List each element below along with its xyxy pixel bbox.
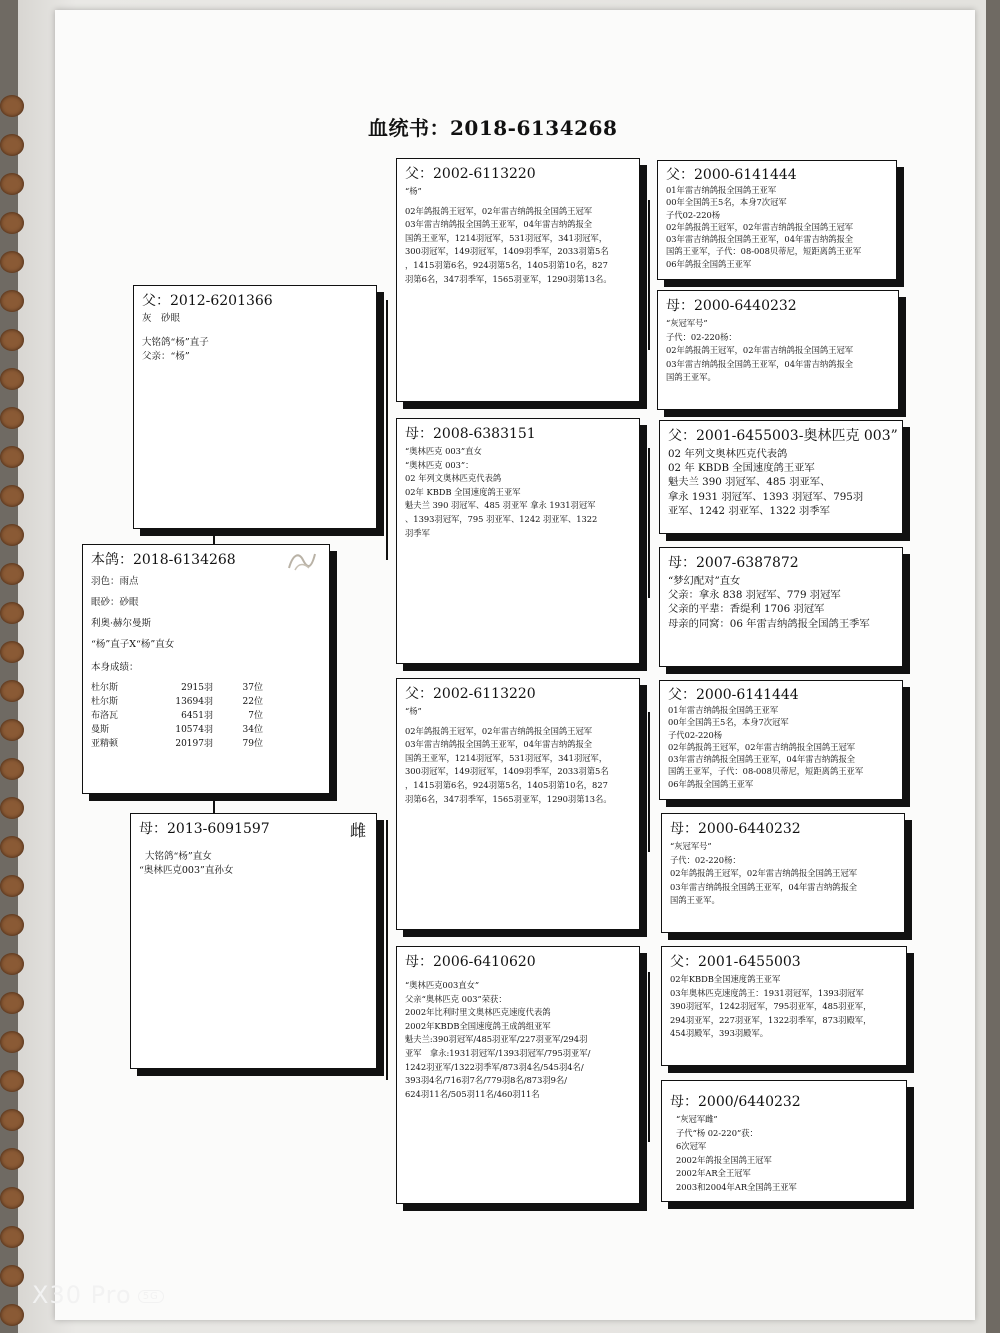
dss-box (659, 680, 903, 800)
watermark-text: X30 Pro (32, 1281, 132, 1309)
binder-hole (0, 953, 24, 975)
sire-sire-line: 02年鸽报鸽王冠军，02年雷吉纳鸽报全国鸽王冠军 (405, 205, 593, 216)
binder-hole (0, 563, 24, 585)
dds-line: 294羽亚军，227羽亚军，1322羽季军，873羽殿军， (670, 1014, 872, 1025)
sire-sire-header: 父：2002-6113220 (405, 166, 536, 182)
binder-hole (0, 1109, 24, 1131)
dam-dam-line: “奥林匹克003直女” (405, 980, 480, 990)
binder-hole (0, 485, 24, 507)
dsd-line: 02年鸽报鸽王冠军，02年雷吉纳鸽报全国鸽王冠军 (670, 868, 858, 879)
sire-sire-line: 国鸽王亚军，1214羽冠军，531羽冠军，341羽冠军， (405, 232, 608, 243)
self-box (82, 544, 330, 794)
race-rank: 37位 (242, 683, 263, 693)
ddd-line: 子代“杨 02-220”获： (676, 1127, 758, 1138)
sss-line: 国鸽王亚军，子代：08-008贝蒂尼，短距离鸽王亚军 (666, 246, 862, 257)
ddd-line: “灰冠军雌” (676, 1114, 718, 1124)
dsd-line: 子代：02-220杨： (670, 854, 741, 865)
binder-hole (0, 758, 24, 780)
sds-header: 父：2001-6455003-奥林匹克 003” (668, 428, 898, 444)
binder-hole (0, 134, 24, 156)
sire-dam-line: 羽季军 (405, 527, 430, 538)
binder-hole (0, 641, 24, 663)
dam-line: 大铭鸽“杨”直女 (145, 851, 212, 862)
binder-hole (0, 1226, 24, 1248)
sss-line: 00年全国鸽王5名，本身7次冠军 (666, 197, 787, 208)
connector-line (648, 200, 650, 350)
table-row (91, 681, 263, 695)
sire-dam-line: 、1393羽冠军，795 羽亚军、1242 羽亚军、1322 (405, 513, 598, 524)
binder-hole (0, 329, 24, 351)
page-title: 血统书：2018-6134268 (368, 116, 618, 140)
race-rank: 7位 (248, 711, 263, 721)
dam-dam-header: 母：2006-6410620 (405, 954, 536, 970)
sire-sire-line: 03年雷吉纳鸽报全国鸽王亚军，04年雷吉纳鸽报全 (405, 219, 593, 230)
dsd-line: 国鸽王亚军。 (670, 895, 720, 906)
dds-header: 父：2001-6455003 (670, 954, 801, 970)
sire-line: 父亲：“杨” (142, 351, 190, 363)
dam-dam-line: 393羽4名/716羽7名/779羽8名/873羽9名/ (405, 1075, 568, 1086)
dam-dam-line: 父亲“奥林匹克 003”荣获： (405, 993, 507, 1004)
dam-line: “奥林匹克003”直孙女 (139, 865, 234, 877)
camera-watermark (32, 1281, 164, 1309)
dsd-line: 03年雷吉纳鸽报全国鸽王亚军，04年雷吉纳鸽报全 (670, 881, 858, 892)
ddd-line: 2002年鸽报全国鸽王冠军 (676, 1154, 772, 1165)
sdd-line: “梦幻配对”直女 (668, 575, 741, 587)
dam-dam-line: 2002年KBDB全国速度鸽王成鸽组亚军 (405, 1020, 551, 1031)
race-birds: 10574羽 (175, 725, 213, 735)
sdd-line: 母亲的同窝：06 年雷吉纳鸽报全国鸽王季军 (668, 617, 870, 630)
dss-header: 父：2000-6141444 (668, 687, 799, 703)
dam-sire-header: 父：2002-6113220 (405, 686, 536, 702)
connector-line (648, 448, 650, 598)
binder-hole (0, 1187, 24, 1209)
dam-sire-line: “杨” (405, 706, 422, 716)
binder-hole (0, 602, 24, 624)
sire-dam-line: “奥林匹克 003”： (405, 459, 474, 470)
ssd-line: 02年鸽报鸽王冠军，02年雷吉纳鸽报全国鸽王冠军 (666, 345, 854, 356)
sss-line: 02年鸽报鸽王冠军，02年雷吉纳鸽报全国鸽王冠军 (666, 221, 854, 232)
binder-hole (0, 1148, 24, 1170)
binder-hole (0, 212, 24, 234)
ddd-line: 6次冠军 (676, 1141, 707, 1152)
sds-line: 拿永 1931 羽冠军、1393 羽冠军、795羽 (668, 490, 864, 503)
connector-line (386, 300, 388, 560)
table-row (91, 695, 263, 709)
dam-sire-line: ，1415羽第6名，924羽第5名，1405羽第10名，827 (405, 779, 608, 790)
dam-sire-line: 国鸽王亚军，1214羽冠军，531羽冠军，341羽冠军， (405, 752, 608, 763)
sire-line (134, 326, 376, 336)
sire-dam-header: 母：2008-6383151 (405, 426, 536, 442)
race-rank: 34位 (242, 725, 263, 735)
dam-id: 母：2013-6091597 (139, 821, 270, 837)
dam-dam-line: 1242羽亚军/1322羽季军/873羽4名/545羽4名/ (405, 1061, 584, 1072)
dss-line: 01年雷吉纳鸽报全国鸽王亚军 (668, 705, 779, 715)
sire-sire-line: ，1415羽第6名，924羽第5名，1405羽第10名，827 (405, 259, 608, 270)
sss-box (657, 160, 897, 280)
binder-hole (0, 719, 24, 741)
dam-sire-line: 03年雷吉纳鸽报全国鸽王亚军，04年雷吉纳鸽报全 (405, 739, 593, 750)
watermark-badge: 5G (138, 1290, 164, 1303)
table-row (91, 709, 263, 723)
binder-hole (0, 173, 24, 195)
sire-dam-box (396, 418, 640, 664)
dam-box (130, 813, 377, 1069)
ddd-line: 2003和2004年AR全国鸽王亚军 (676, 1181, 797, 1192)
dam-sire-line: 300羽冠军，149羽冠军，1409羽季军，2033羽第5名 (405, 766, 609, 777)
binder-hole (0, 368, 24, 390)
connector-line (213, 800, 215, 814)
sdd-line: 父亲：拿永 838 羽冠军、779 羽冠军 (668, 589, 841, 602)
race-name: 杜尔斯 (91, 683, 119, 693)
sire-header: 父：2012-6201366 (142, 293, 273, 309)
binder-hole (0, 1070, 24, 1092)
self-line: 本身成绩： (91, 662, 139, 673)
ssd-line: 子代：02-220杨： (666, 331, 737, 342)
binder-hole (0, 1031, 24, 1053)
ddd-box (661, 1080, 907, 1202)
sdd-line: 父亲的平辈：香缇利 1706 羽冠军 (668, 603, 825, 616)
binder-hole (0, 1304, 24, 1326)
dsd-line: “灰冠军号” (670, 841, 712, 851)
dss-line: 国鸽王亚军，子代：08-008贝蒂尼，短距离鸽王亚军 (668, 766, 864, 777)
sss-line: 03年雷吉纳鸽报全国鸽王亚军，04年雷吉纳鸽报全 (666, 234, 854, 245)
race-birds: 20197羽 (175, 739, 213, 749)
binder-hole (0, 524, 24, 546)
sire-dam-line: 02年 KBDB 全国速度鸽王亚军 (405, 486, 521, 497)
stamp-mark (285, 548, 319, 574)
dds-line: 03年奥林匹克速度鸽王：1931羽冠军，1393羽冠军 (670, 987, 864, 998)
table-row (91, 737, 263, 751)
sire-dam-line: “奥林匹克 003”直女 (405, 446, 482, 456)
ddd-line: 2002年AR全王冠军 (676, 1168, 751, 1179)
binder-hole (0, 446, 24, 468)
race-rank: 79位 (242, 739, 263, 749)
sire-sire-line: “杨” (405, 186, 422, 196)
table-row (91, 723, 263, 737)
dss-line: 子代02-220杨 (668, 729, 723, 740)
dds-line: 390羽冠军，1242羽冠军，795羽亚军，485羽亚军， (670, 1001, 872, 1012)
dam-sire-line: 02年鸽报鸽王冠军，02年雷吉纳鸽报全国鸽王冠军 (405, 725, 593, 736)
dss-line: 06年鸽报全国鸽王亚军 (668, 778, 754, 789)
race-birds: 6451羽 (181, 711, 213, 721)
sdd-box (659, 547, 903, 667)
self-line: 眼砂：砂眼 (91, 597, 139, 608)
ssd-line: “灰冠军号” (666, 318, 708, 328)
race-rank: 22位 (242, 697, 263, 707)
dam-dam-box (396, 946, 640, 1204)
sds-line: 02 年列文奥林匹克代表鸽 (668, 448, 788, 460)
self-header: 本鸽：2018-6134268 (91, 552, 236, 568)
self-line: 利奥·赫尔曼斯 (91, 618, 152, 629)
binder-hole (0, 914, 24, 936)
binder-holes (0, 0, 30, 1333)
binder-hole (0, 290, 24, 312)
dss-line: 03年雷吉纳鸽报全国鸽王亚军，04年雷吉纳鸽报全 (668, 754, 856, 765)
dam-dam-line: 2002年比利时里文奥林匹克速度代表鸽 (405, 1007, 551, 1018)
sss-header: 父：2000-6141444 (666, 167, 797, 183)
sds-line: 02 年 KBDB 全国速度鸽王亚军 (668, 462, 815, 475)
binder-hole (0, 251, 24, 273)
sss-line: 06年鸽报全国鸽王亚军 (666, 258, 752, 269)
connector-line (648, 972, 650, 1142)
race-name: 亚精顿 (91, 739, 119, 749)
sds-line: 亚军、1242 羽亚军、1322 羽季军 (668, 504, 830, 517)
binder-hole (0, 836, 24, 858)
binder-hole (0, 875, 24, 897)
dss-line: 02年鸽报鸽王冠军，02年雷吉纳鸽报全国鸽王冠军 (668, 741, 856, 752)
dam-sex: 雌 (349, 821, 366, 840)
sire-dam-line: 02 年列文奥林匹克代表鸽 (405, 473, 502, 484)
sire-sire-line: 羽第6名，347羽季军，1565羽亚军，1290羽第13名。 (405, 273, 612, 284)
race-birds: 13694羽 (175, 697, 213, 707)
sss-line: 01年雷吉纳鸽报全国鸽王亚军 (666, 185, 777, 195)
dsd-box (661, 813, 905, 933)
dsd-header: 母：2000-6440232 (670, 821, 801, 837)
sire-sire-box (396, 158, 640, 402)
sire-line: 灰 砂眼 (142, 313, 181, 324)
race-birds: 2915羽 (181, 683, 213, 693)
sire-line: 大铭鸽“杨”直子 (142, 337, 209, 349)
self-line: “杨”直子X“杨”直女 (91, 639, 175, 650)
sss-line: 子代02-220杨 (666, 209, 721, 220)
sds-box (659, 420, 903, 534)
dam-dam-line: 624羽11名/505羽11名/460羽11名 (405, 1088, 540, 1099)
ssd-line: 03年雷吉纳鸽报全国鸽王亚军，04年雷吉纳鸽报全 (666, 358, 854, 369)
ssd-line: 国鸽王亚军。 (666, 372, 716, 383)
connector-line (648, 712, 650, 852)
binder-hole (0, 1265, 24, 1287)
sire-sire-line: 300羽冠军，149羽冠军，1409羽季军，2033羽第5名 (405, 246, 609, 257)
race-name: 曼斯 (91, 725, 110, 735)
race-name: 布洛瓦 (91, 711, 119, 721)
results-table (91, 681, 263, 751)
dds-line: 454羽殿军，393羽殿军。 (670, 1028, 769, 1039)
sire-dam-line: 魁夫兰 390 羽冠军、485 羽亚军 拿永 1931羽冠军 (405, 500, 596, 511)
dss-line: 00年全国鸽王5名，本身7次冠军 (668, 717, 789, 728)
sire-box (133, 285, 377, 529)
dam-sire-line: 羽第6名，347羽季军，1565羽亚军，1290羽第13名。 (405, 793, 612, 804)
connector-line (213, 528, 215, 544)
sds-line: 魁夫兰 390 羽冠军、485 羽亚军、 (668, 476, 831, 489)
dam-sire-box (396, 678, 640, 930)
self-line: 羽色：雨点 (91, 576, 139, 587)
binder-hole (0, 95, 24, 117)
binder-hole (0, 680, 24, 702)
binder-hole (0, 797, 24, 819)
binder-hole (0, 992, 24, 1014)
dds-line: 02年KBDB全国速度鸽王亚军 (670, 974, 781, 984)
dds-box (661, 946, 907, 1066)
ddd-header: 母：2000/6440232 (670, 1094, 801, 1110)
dam-dam-line: 亚军 拿永:1931羽冠军/1393羽冠军/795羽亚军/ (405, 1047, 591, 1058)
ssd-header: 母：2000-6440232 (666, 298, 797, 314)
sdd-header: 母：2007-6387872 (668, 555, 799, 571)
binder-hole (0, 407, 24, 429)
dam-dam-line: 魁夫兰:390羽冠军/485羽亚军/227羽亚军/294羽 (405, 1034, 588, 1045)
dam-header (131, 814, 376, 840)
race-name: 杜尔斯 (91, 697, 119, 707)
ssd-box (657, 290, 899, 410)
connector-line (386, 820, 388, 1080)
